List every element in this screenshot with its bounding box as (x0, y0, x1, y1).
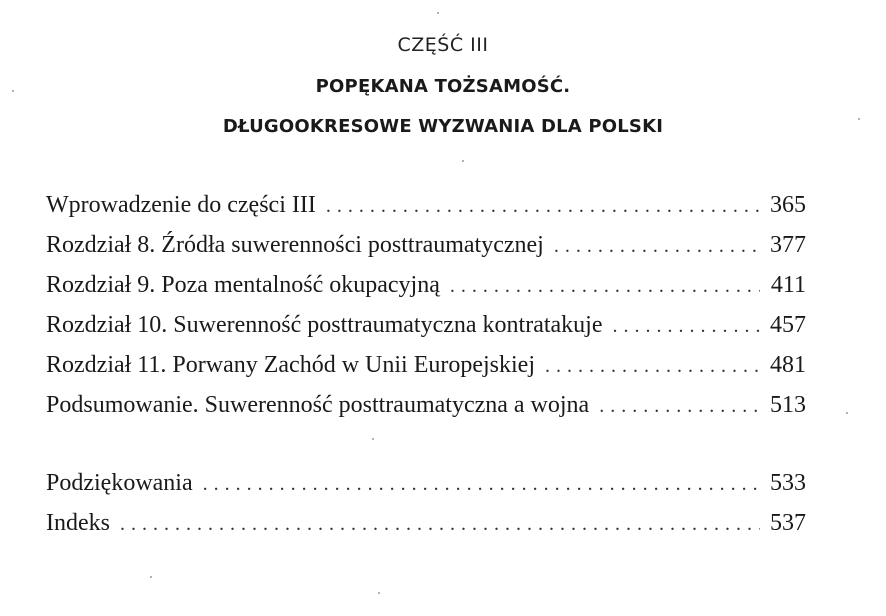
toc-entry[interactable] (46, 312, 806, 352)
scan-speck (858, 118, 860, 120)
toc-dot-leader (440, 275, 760, 298)
part-title-line-2: DŁUGOOKRESOWE WYZWANIA DLA POLSKI (222, 116, 664, 137)
toc-main-list (46, 192, 806, 432)
scan-speck (378, 592, 380, 594)
scan-speck (462, 160, 464, 162)
toc-entry-page: 457 (770, 312, 806, 338)
scan-speck (372, 438, 374, 440)
toc-entry-title: Podziękowania (46, 470, 193, 496)
toc-entry-page: 377 (770, 232, 806, 258)
toc-entry-title: Rozdział 8. Źródła suwerenności posttraumatycznej (46, 232, 544, 258)
part-title-line-1: POPĘKANA TOŻSAMOŚĆ. (315, 76, 571, 97)
toc-entry-page: 481 (770, 352, 806, 378)
scan-speck (12, 90, 14, 92)
part-label: CZĘŚĆ III (397, 34, 489, 56)
toc-entry[interactable] (46, 192, 806, 232)
toc-dot-leader (193, 473, 760, 496)
toc-dot-leader (603, 315, 761, 338)
toc-dot-leader (544, 235, 760, 258)
toc-dot-leader (110, 513, 760, 536)
toc-entry-title: Rozdział 9. Poza mentalność okupacyjną (46, 272, 440, 298)
toc-entry-title: Podsumowanie. Suwerenność posttraumatyczna a wojna (46, 392, 590, 418)
toc-entry[interactable] (46, 470, 806, 510)
toc-dot-leader (535, 355, 760, 378)
toc-entry-title: Wprowadzenie do części III (46, 192, 316, 218)
scan-speck (846, 412, 848, 414)
scan-speck (437, 12, 439, 14)
toc-entry-page: 537 (770, 510, 806, 536)
toc-entry-title: Rozdział 10. Suwerenność posttraumatyczna kontratakuje (46, 312, 603, 338)
toc-entry-page: 411 (770, 272, 806, 298)
toc-back-matter-list (46, 470, 806, 550)
toc-dot-leader (316, 195, 760, 218)
toc-entry[interactable] (46, 352, 806, 392)
toc-entry[interactable] (46, 272, 806, 312)
toc-entry[interactable] (46, 232, 806, 272)
toc-entry[interactable] (46, 392, 806, 432)
toc-entry-page: 365 (770, 192, 806, 218)
scan-speck (150, 576, 152, 578)
toc-entry-title: Rozdział 11. Porwany Zachód w Unii Europejskiej (46, 352, 535, 378)
toc-entry-page: 513 (770, 392, 806, 418)
toc-entry-title: Indeks (46, 510, 110, 536)
toc-entry[interactable] (46, 510, 806, 550)
toc-dot-leader (589, 395, 760, 418)
toc-entry-page: 533 (770, 470, 806, 496)
